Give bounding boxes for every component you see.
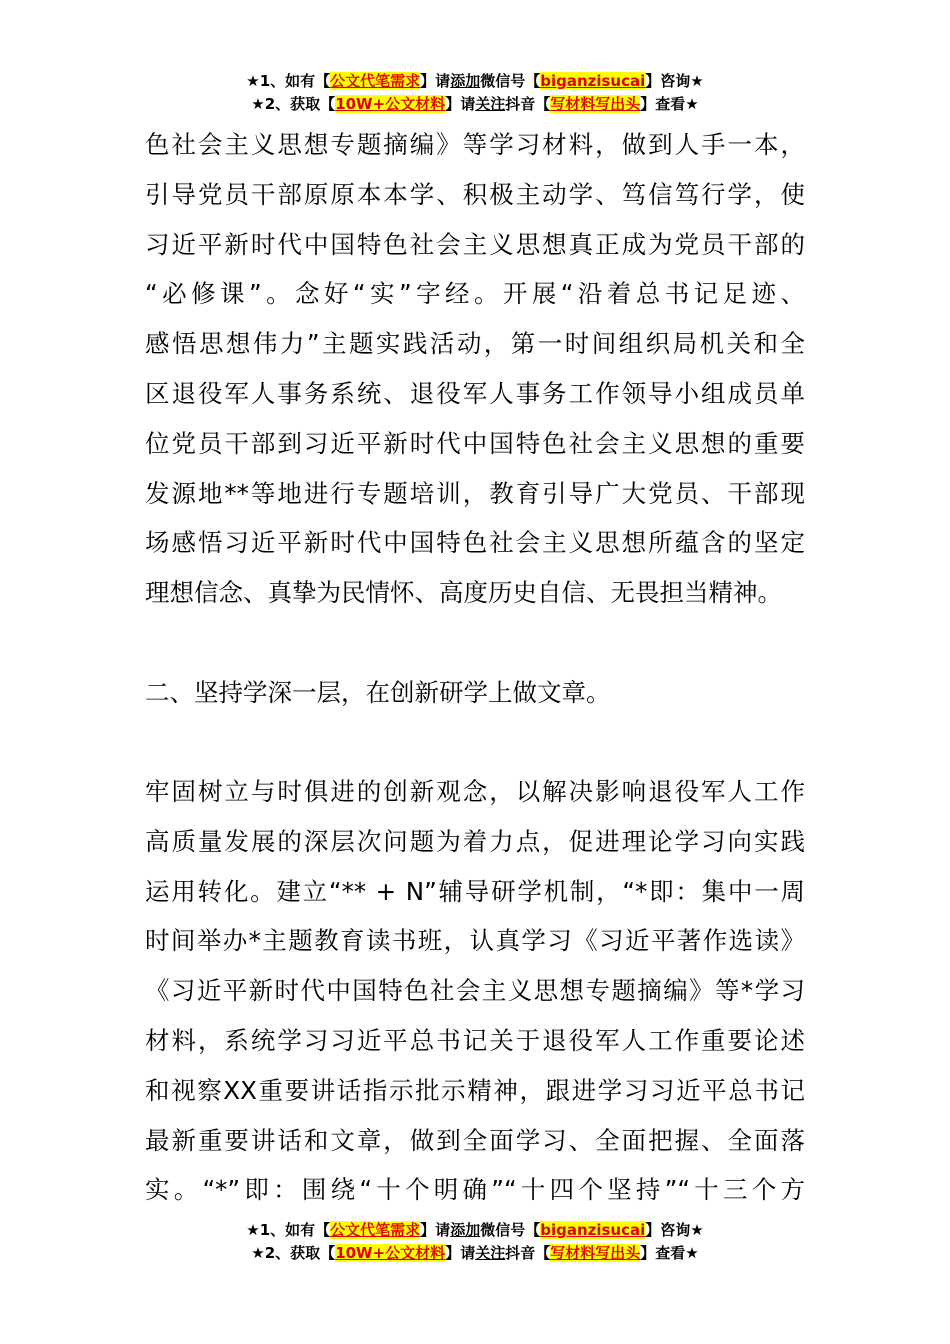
paragraph-line: 和视察XX重要讲话指示批示精神，跟进学习习近平总书记: [145, 1075, 805, 1105]
paragraph-line: 场感悟习近平新时代中国特色社会主义思想所蕴含的坚定: [145, 528, 805, 558]
paragraph-line: 区退役军人事务系统、退役军人事务工作领导小组成员单: [145, 379, 805, 408]
paragraph-line: 感悟思想伟力”主题实践活动，第一时间组织局机关和全: [145, 329, 805, 359]
footer-banner: [0, 1219, 950, 1265]
banner-line-1: ★1、如有【公文代笔需求】请添加微信号【biganzisucai】咨询★: [246, 1221, 704, 1239]
section-heading: 二、坚持学深一层，在创新研学上做文章。: [145, 678, 611, 707]
paragraph-line: 运用转化。建立“** + N”辅导研学机制，“*即：集中一周: [145, 876, 805, 906]
paragraph-line: 实。“*”即：围绕“十个明确”“十四个坚持”“十三个方: [145, 1175, 805, 1205]
paragraph-line: “必修课”。念好“实”字经。开展“沿着总书记足迹、: [145, 279, 805, 309]
paragraph-line: 最新重要讲话和文章，做到全面学习、全面把握、全面落: [145, 1125, 805, 1155]
paragraph-line: 习近平新时代中国特色社会主义思想真正成为党员干部的: [145, 229, 805, 259]
paragraph-line: 材料，系统学习习近平总书记关于退役军人工作重要论述: [145, 1026, 805, 1055]
header-banner: [0, 70, 950, 116]
paragraph-line: 引导党员干部原原本本学、积极主动学、笃信笃行学，使: [145, 179, 805, 209]
paragraph-line: 位党员干部到习近平新时代中国特色社会主义思想的重要: [145, 428, 805, 458]
banner-line-1: ★1、如有【公文代笔需求】请添加微信号【biganzisucai】咨询★: [246, 72, 704, 90]
banner-line-2: ★2、获取【10W+公文材料】请关注抖音【写材料写出头】查看★: [251, 95, 699, 113]
paragraph-line: 色社会主义思想专题摘编》等学习材料，做到人手一本，: [145, 130, 805, 159]
paragraph-line: 牢固树立与时俱进的创新观念，以解决影响退役军人工作: [145, 777, 805, 806]
paragraph-line: 高质量发展的深层次问题为着力点，促进理论学习向实践: [145, 826, 805, 856]
paragraph-line: 理想信念、真挚为民情怀、高度历史自信、无畏担当精神。: [145, 578, 782, 608]
paragraph-line: 发源地**等地进行专题培训，教育引导广大党员、干部现: [145, 478, 805, 508]
paragraph-line: 《习近平新时代中国特色社会主义思想专题摘编》等*学习: [145, 976, 805, 1006]
banner-line-2: ★2、获取【10W+公文材料】请关注抖音【写材料写出头】查看★: [251, 1244, 699, 1262]
paragraph-line: 时间举办*主题教育读书班，认真学习《习近平著作选读》: [145, 926, 805, 956]
